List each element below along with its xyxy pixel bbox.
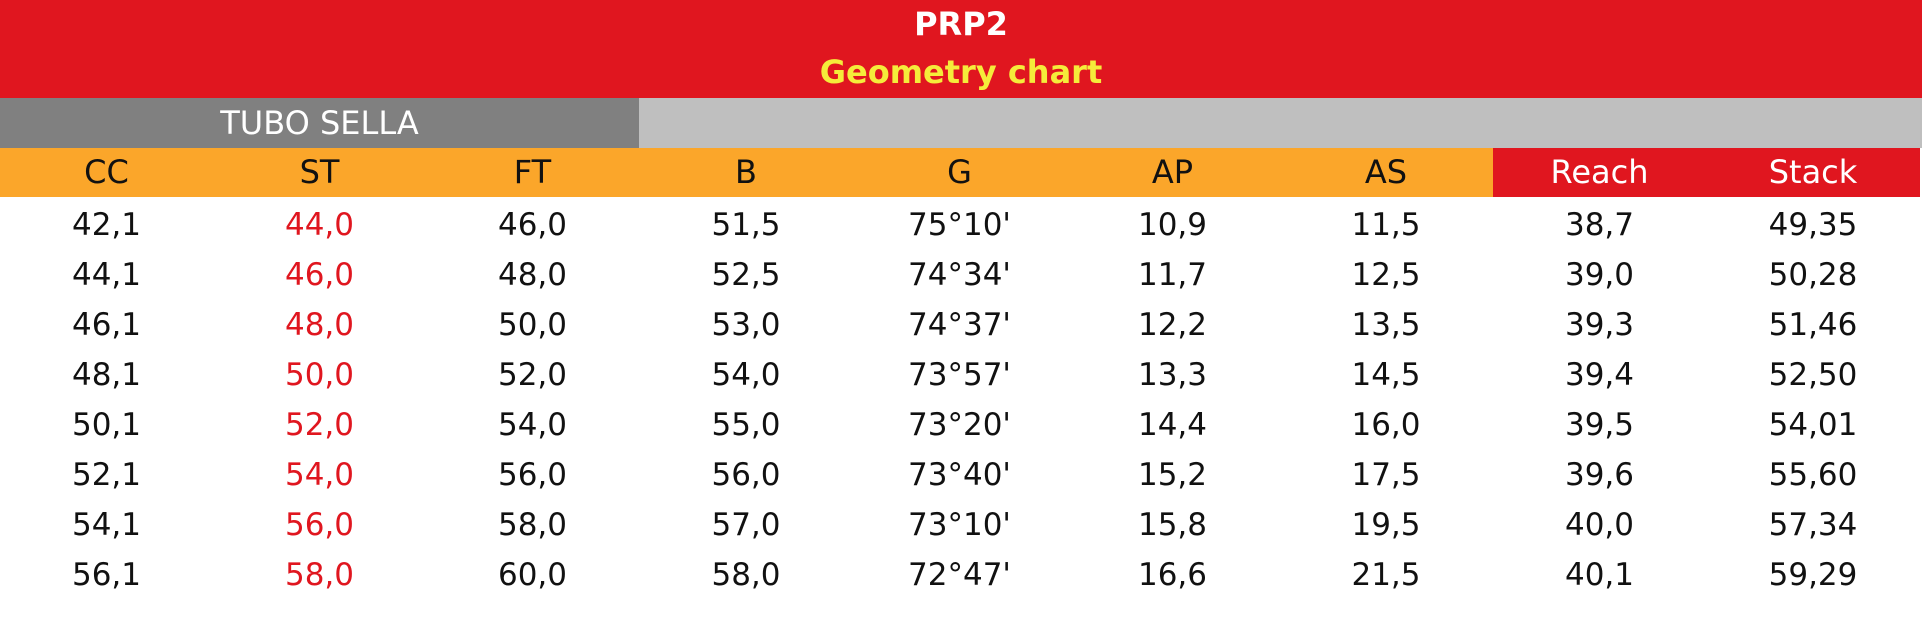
- column-header-g: G: [853, 148, 1066, 197]
- table-cell: 58,0: [284, 557, 355, 593]
- table-cell: 39,4: [1564, 357, 1635, 393]
- table-cell: 56,0: [497, 457, 568, 493]
- table-cell: 44,1: [71, 257, 142, 293]
- table-cell: 12,5: [1351, 257, 1421, 293]
- table-cell: 39,6: [1564, 457, 1635, 493]
- table-cell: 42,1: [71, 207, 142, 243]
- table-cell: 57,0: [711, 507, 781, 543]
- table-row: [0, 250, 1922, 300]
- table-cell: 44,0: [284, 207, 355, 243]
- table-row: [0, 300, 1922, 350]
- table-cell: 50,0: [497, 307, 568, 343]
- table-cell: 50,28: [1768, 257, 1858, 293]
- table-cell: 12,2: [1137, 307, 1208, 343]
- table-cell: 16,6: [1137, 557, 1208, 593]
- table-cell: 73°40': [908, 457, 1011, 493]
- table-cell: 51,46: [1768, 307, 1858, 343]
- column-header-row: [0, 148, 1922, 197]
- table-cell: 13,5: [1351, 307, 1421, 343]
- table-cell: 51,5: [711, 207, 781, 243]
- table-cell: 54,01: [1768, 407, 1858, 443]
- table-row: [0, 550, 1922, 600]
- table-cell: 39,5: [1564, 407, 1635, 443]
- table-cell: 50,1: [71, 407, 142, 443]
- table-row: [0, 500, 1922, 550]
- table-cell: 46,0: [284, 257, 355, 293]
- table-cell: 39,0: [1564, 257, 1635, 293]
- table-cell: 56,1: [71, 557, 142, 593]
- section-row: [0, 98, 1922, 148]
- column-header-b: B: [639, 148, 853, 197]
- table-cell: 53,0: [711, 307, 781, 343]
- table-cell: 52,0: [284, 407, 355, 443]
- table-cell: 74°37': [908, 307, 1011, 343]
- table-cell: 73°20': [908, 407, 1011, 443]
- table-cell: 73°57': [908, 357, 1011, 393]
- table-cell: 52,5: [711, 257, 781, 293]
- table-cell: 55,0: [711, 407, 781, 443]
- table-cell: 40,0: [1564, 507, 1635, 543]
- column-header-stack: Stack: [1706, 148, 1920, 197]
- table-cell: 49,35: [1768, 207, 1858, 243]
- table-cell: 13,3: [1137, 357, 1208, 393]
- table-cell: 50,0: [284, 357, 355, 393]
- table-cell: 14,4: [1137, 407, 1208, 443]
- table-cell: 48,0: [497, 257, 568, 293]
- column-header-as: AS: [1279, 148, 1493, 197]
- table-cell: 17,5: [1351, 457, 1421, 493]
- table-cell: 14,5: [1351, 357, 1421, 393]
- table-cell: 54,0: [711, 357, 781, 393]
- table-cell: 54,1: [71, 507, 142, 543]
- table-row: [0, 200, 1922, 250]
- table-cell: 11,7: [1137, 257, 1208, 293]
- column-header-reach: Reach: [1493, 148, 1706, 197]
- table-cell: 46,0: [497, 207, 568, 243]
- table-cell: 56,0: [284, 507, 355, 543]
- table-cell: 38,7: [1564, 207, 1635, 243]
- section-label-tubo-sella: TUBO SELLA: [0, 98, 639, 148]
- table-cell: 73°10': [908, 507, 1011, 543]
- table-cell: 58,0: [497, 507, 568, 543]
- table-cell: 52,0: [497, 357, 568, 393]
- table-cell: 46,1: [71, 307, 142, 343]
- table-cell: 56,0: [711, 457, 781, 493]
- table-cell: 75°10': [908, 207, 1011, 243]
- column-header-ap: AP: [1066, 148, 1279, 197]
- column-header-st: ST: [213, 148, 426, 197]
- table-cell: 11,5: [1351, 207, 1421, 243]
- table-cell: 19,5: [1351, 507, 1421, 543]
- table-cell: 15,8: [1137, 507, 1208, 543]
- table-cell: 54,0: [284, 457, 355, 493]
- section-filler: [639, 98, 1922, 148]
- table-cell: 16,0: [1351, 407, 1421, 443]
- table-cell: 48,0: [284, 307, 355, 343]
- table-cell: 40,1: [1564, 557, 1635, 593]
- table-cell: 52,1: [71, 457, 142, 493]
- table-cell: 21,5: [1351, 557, 1421, 593]
- chart-title: PRP2: [914, 5, 1008, 43]
- table-row: [0, 400, 1922, 450]
- table-cell: 57,34: [1768, 507, 1858, 543]
- table-cell: 54,0: [497, 407, 568, 443]
- table-cell: 55,60: [1768, 457, 1858, 493]
- table-cell: 52,50: [1768, 357, 1858, 393]
- table-cell: 48,1: [71, 357, 142, 393]
- table-cell: 58,0: [711, 557, 781, 593]
- table-cell: 15,2: [1137, 457, 1208, 493]
- table-row: [0, 450, 1922, 500]
- table-cell: 60,0: [497, 557, 568, 593]
- column-header-ft: FT: [426, 148, 639, 197]
- table-row: [0, 350, 1922, 400]
- chart-subtitle: Geometry chart: [819, 53, 1103, 91]
- column-header-cc: CC: [0, 148, 213, 197]
- geometry-table-body: [0, 200, 1922, 600]
- table-cell: 59,29: [1768, 557, 1858, 593]
- title-banner: [0, 0, 1922, 98]
- table-cell: 74°34': [908, 257, 1011, 293]
- table-cell: 10,9: [1137, 207, 1208, 243]
- table-cell: 39,3: [1564, 307, 1635, 343]
- table-cell: 72°47': [908, 557, 1011, 593]
